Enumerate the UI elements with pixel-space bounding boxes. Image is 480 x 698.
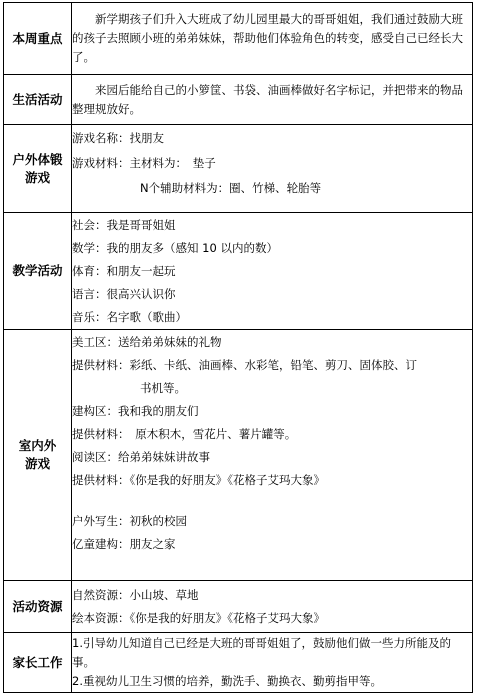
row-resources [4,581,473,633]
label-indoor-outdoor-line2: 游戏 [24,456,50,471]
ikea-construction: 亿童建构：朋友之家 [72,537,176,551]
teaching-item: 社会：我是哥哥姐姐 [72,217,176,232]
teaching-item: 数学：我的朋友多（感知 10 以内的数） [72,240,278,255]
build-materials: 提供材料： 原木积木，雪花片、薯片罐等。 [72,427,297,441]
label-parents: 家长工作 [4,633,72,693]
natural-resources: 自然资源：小山坡、草地 [72,587,199,602]
label-daily-life: 生活活动 [4,75,72,125]
content-parents [72,633,473,693]
label-resources: 活动资源 [4,581,72,633]
row-outdoor-game [4,125,473,213]
row-parents [4,633,473,693]
label-outdoor-game [4,125,72,213]
content-daily-life [72,75,473,125]
weekly-plan-table [3,2,473,693]
content-weekly-focus [72,3,473,75]
outdoor-game-name: 游戏名称：找朋友 [72,131,164,145]
art-materials-cont: 书机等。 [140,381,186,395]
outdoor-game-materials-main: 游戏材料：主材料为： 垫子 [72,156,216,170]
label-indoor-outdoor-line1: 室内外 [18,438,57,453]
label-outdoor-game-line1: 户外体锻 [12,151,63,167]
outdoor-game-materials-aux: N个辅助材料为：圈、竹梯、轮胎等 [140,181,322,195]
teaching-item: 音乐：名字歌（歌曲） [72,309,187,324]
reading-area: 阅读区：给弟弟妹妹讲故事 [72,450,210,464]
content-indoor-outdoor [72,330,473,581]
build-area: 建构区：我和我的朋友们 [72,404,199,418]
label-indoor-outdoor [4,330,72,581]
teaching-item: 语言：很高兴认识你 [72,286,176,301]
daily-life-text: 来园后能给自己的小箩筐、书袋、油画棒做好名字标记，并把带来的物品整理规放好。 [72,82,463,116]
row-teaching [4,213,473,330]
outdoor-sketch: 户外写生：初秋的校园 [72,514,187,528]
content-outdoor-game [72,125,473,213]
content-teaching [72,213,473,330]
teaching-item: 体育：和朋友一起玩 [72,263,176,278]
art-materials: 提供材料：彩纸、卡纸、油画棒、水彩笔，铅笔、剪刀、固体胶、订 [72,358,417,372]
row-indoor-outdoor [4,330,473,581]
parent-work-item: 1.引导幼儿知道自己已经是大班的哥哥姐姐了，鼓励他们做一些力所能及的事。 [72,636,451,669]
content-resources [72,581,473,633]
parent-work-item: 2.重视幼儿卫生习惯的培养，勤洗手、勤换衣、勤剪指甲等。 [72,674,382,688]
label-outdoor-game-line2: 游戏 [24,169,50,185]
row-daily-life [4,75,473,125]
weekly-focus-text: 新学期孩子们升入大班成了幼儿园里最大的哥哥姐姐，我们通过鼓励大班的孩子去照顾小班的弟弟妹妹，帮助他们体验角色的转变，感受自己已经长大了。 [72,12,463,64]
label-teaching: 教学活动 [4,213,72,330]
row-weekly-focus [4,3,473,75]
art-area: 美工区：送给弟弟妹妹的礼物 [72,335,222,349]
label-weekly-focus: 本周重点 [4,3,72,75]
reading-materials: 提供材料：《你是我的好朋友》《花格子艾玛大象》 [72,473,325,487]
picture-book-resources: 绘本资源：《你是我的好朋友》《花格子艾玛大象》 [72,610,325,625]
